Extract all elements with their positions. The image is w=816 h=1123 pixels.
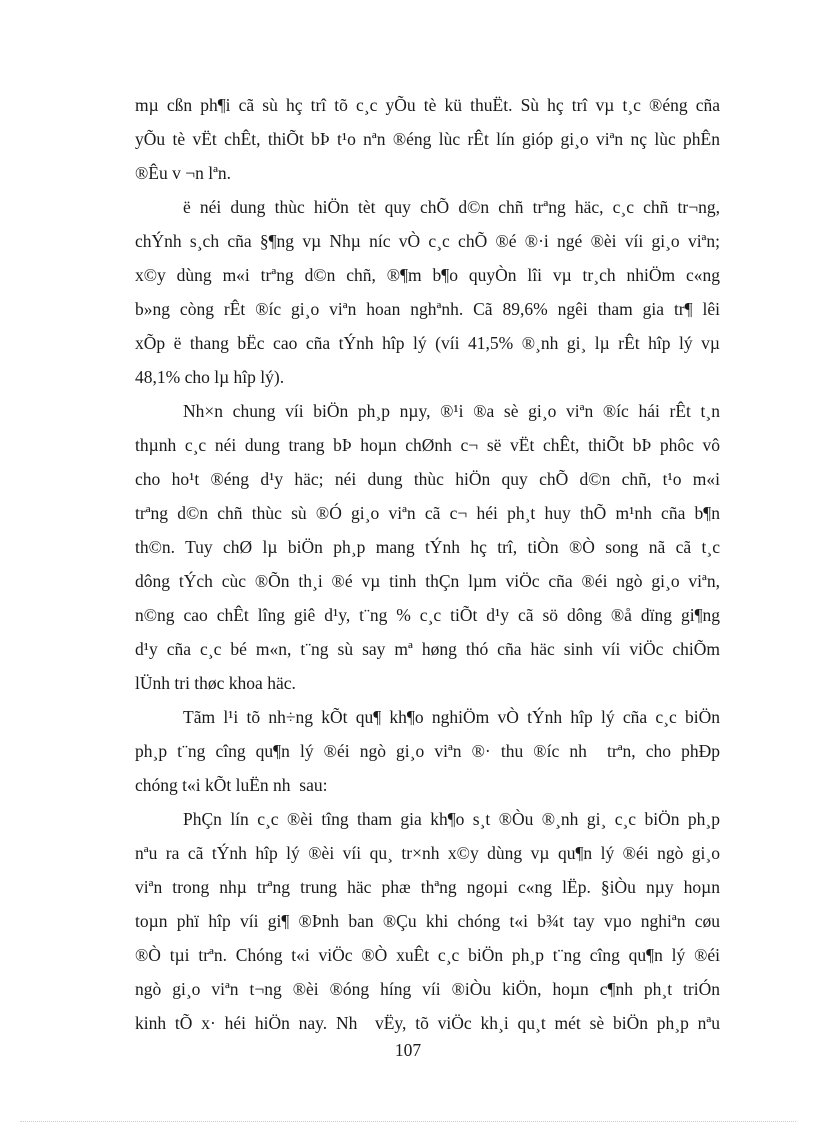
text-line: xÕp ë thang bËc cao cña tÝnh hîp lý (víi 41,5% ®¸nh gi¸ lµ rÊt hîp lý vµ	[135, 333, 720, 353]
body-text	[135, 88, 720, 1040]
text-line: chóng t«i kÕt luËn nh sau:	[135, 775, 328, 795]
text-line: cho ho¹t ®éng d¹y häc; néi dung thùc hiÖn quy chÕ d©n chñ, t¹o m«i	[135, 469, 720, 489]
text-line: ë néi dung thùc hiÖn tèt quy chÕ d©n chñ trªng häc, c¸c chñ tr¬ng,	[183, 197, 720, 217]
text-line: Nh×n chung víi biÖn ph¸p nµy, ®¹i ®a sè gi¸o viªn ®íc hái rÊt t¸n	[183, 401, 720, 421]
text-line: mµ cßn ph¶i cã sù hç trî tõ c¸c yÕu tè kü thuËt. Sù hç trî vµ t¸c ®éng cña	[135, 95, 720, 115]
text-line: 48,1% cho lµ hîp lý).	[135, 367, 285, 387]
page-number: 107	[394, 1040, 422, 1060]
text-line: ngò gi¸o viªn t¬ng ®èi ®óng híng víi ®iÒu kiÖn, hoµn c¶nh ph¸t triÓn	[135, 979, 720, 999]
text-line: b»ng còng rÊt ®íc gi¸o viªn hoan nghªnh. Cã 89,6% ngêi tham gia tr¶ lêi	[135, 299, 720, 319]
text-line: ®Êu v ¬n lªn.	[135, 163, 232, 183]
text-line: Tãm l¹i tõ nh÷ng kÕt qu¶ kh¶o nghiÖm vÒ tÝnh hîp lý cña c¸c biÖn	[183, 707, 720, 727]
text-line: yÕu tè vËt chÊt, thiÕt bÞ t¹o nªn ®éng lùc rÊt lín gióp gi¸o viªn nç lùc phÊn	[135, 129, 720, 149]
text-line: dông tÝch cùc ®Õn th¸i ®é vµ tinh thÇn lµm viÖc cña ®éi ngò gi¸o viªn,	[135, 571, 720, 591]
text-line: chÝnh s¸ch cña §¶ng vµ Nhµ níc vÒ c¸c chÕ ®é ®·i ngé ®èi víi gi¸o viªn;	[135, 231, 720, 251]
text-line: d¹y cña c¸c bé m«n, t¨ng sù say mª høng thó cña häc sinh víi viÖc chiÕm	[135, 639, 720, 659]
text-line: ®Ò tµi trªn. Chóng t«i viÖc ®Ò xuÊt c¸c biÖn ph¸p t¨ng cîng qu¶n lý ®éi	[135, 945, 720, 965]
text-line: toµn phï hîp víi gi¶ ®Þnh ban ®Çu khi chóng t«i b¾t tay vµo nghiªn cøu	[135, 911, 720, 931]
text-line: thµnh c¸c néi dung trang bÞ hoµn chØnh c¬ së vËt chÊt, thiÕt bÞ phôc vô	[135, 435, 720, 455]
text-line: lÜnh tri thøc khoa häc.	[135, 673, 296, 693]
text-line: ph¸p t¨ng cîng qu¶n lý ®éi ngò gi¸o viªn ®· thu ®íc nh trªn, cho phÐp	[135, 741, 720, 761]
text-line: n©ng cao chÊt lîng giê d¹y, t¨ng % c¸c tiÕt d¹y cã sö dông ®å dïng gi¶ng	[135, 605, 720, 625]
text-line: th©n. Tuy chØ lµ biÖn ph¸p mang tÝnh hç trî, tiÒn ®Ò song nã cã t¸c	[135, 537, 720, 557]
bottom-divider	[20, 1121, 796, 1122]
text-line: trªng d©n chñ thùc sù ®Ó gi¸o viªn cã c¬ héi ph¸t huy thÕ m¹nh cña b¶n	[135, 503, 720, 523]
text-line: kinh tÕ x· héi hiÖn nay. Nh vËy, tõ viÖc kh¸i qu¸t mét sè biÖn ph¸p nªu	[135, 1013, 720, 1033]
text-line: x©y dùng m«i trªng d©n chñ, ®¶m b¶o quyÒn lîi vµ tr¸ch nhiÖm c«ng	[135, 265, 720, 285]
text-line: nªu ra cã tÝnh hîp lý ®èi víi qu¸ tr×nh x©y dùng vµ qu¶n lý ®éi ngò gi¸o	[135, 843, 720, 863]
text-line: PhÇn lín c¸c ®èi tîng tham gia kh¶o s¸t ®Òu ®¸nh gi¸ c¸c biÖn ph¸p	[183, 809, 720, 829]
text-line: viªn trong nhµ trªng trung häc phæ thªng ngoµi c«ng lËp. §iÒu nµy hoµn	[135, 877, 720, 897]
